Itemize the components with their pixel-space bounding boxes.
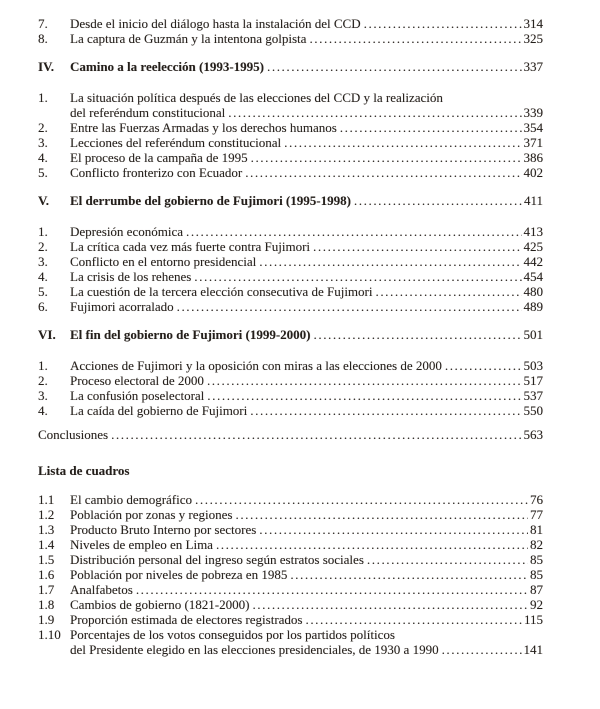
toc-line: [38, 507, 543, 522]
entry-title: Depresión económica: [70, 224, 183, 239]
entry-title: La captura de Guzmán y la intentona golpista: [70, 31, 307, 46]
toc-entry-chapter: [38, 193, 543, 208]
entry-page-number: 92: [530, 597, 543, 612]
toc-line: [38, 105, 543, 120]
entry-page-number: 115: [523, 612, 543, 627]
toc-line: [38, 165, 543, 180]
entry-page-number: 85: [530, 567, 543, 582]
entry-title: Analfabetos: [70, 582, 133, 597]
dot-leader: [340, 120, 522, 135]
entry-title: La crisis de los rehenes: [70, 269, 192, 284]
toc-entry-item: [38, 90, 543, 120]
dot-leader: [314, 327, 522, 342]
entry-number: 8.: [38, 31, 48, 46]
entry-number: 4.: [38, 150, 48, 165]
toc-entry-item: [38, 239, 543, 254]
entry-page-number: 537: [523, 388, 543, 403]
entry-number: 1.9: [38, 612, 55, 627]
toc-entry-chapter: [38, 59, 543, 74]
entry-number: V.: [38, 193, 49, 208]
dot-leader: [354, 193, 522, 208]
dot-leader: [245, 165, 521, 180]
entry-title: Conflicto fronterizo con Ecuador: [70, 165, 243, 180]
toc-entry-item: [38, 120, 543, 135]
entry-page-number: 425: [523, 239, 543, 254]
toc-entry-item: [38, 224, 543, 239]
entry-page-number: 454: [523, 269, 543, 284]
toc-line: [38, 16, 543, 31]
toc-line: [38, 522, 543, 537]
toc-entry-item: [38, 552, 543, 567]
entry-title: La confusión poselectoral: [70, 388, 205, 403]
dot-leader: [252, 597, 528, 612]
dot-leader: [313, 239, 521, 254]
entry-number: VI.: [38, 327, 56, 342]
toc-line: [38, 299, 543, 314]
toc-line: [38, 492, 543, 507]
dot-leader: [284, 135, 521, 150]
entry-page-number: 314: [523, 16, 543, 31]
toc-entry-item: [38, 388, 543, 403]
entry-number: 1.6: [38, 567, 55, 582]
entry-number: 2.: [38, 373, 48, 388]
dot-leader: [235, 507, 528, 522]
toc-line: [38, 537, 543, 552]
entry-number: 1.: [38, 90, 48, 105]
dot-leader: [195, 492, 528, 507]
entry-number: 1.5: [38, 552, 55, 567]
entry-page-number: 413: [523, 224, 543, 239]
toc-line: [38, 642, 543, 657]
dot-leader: [442, 642, 522, 657]
toc-line: [38, 627, 543, 642]
entry-number: 5.: [38, 284, 48, 299]
entry-title: El cambio demográfico: [70, 492, 193, 507]
toc-line: [38, 373, 543, 388]
toc-line: [38, 388, 543, 403]
entry-page-number: 480: [523, 284, 543, 299]
entry-title: Desde el inicio del diálogo hasta la instalación del CCD: [70, 16, 361, 31]
entry-number: 1.3: [38, 522, 55, 537]
entry-number: 1.1: [38, 492, 55, 507]
entry-page-number: 503: [523, 358, 543, 373]
dot-leader: [207, 373, 522, 388]
entry-page-number: 563: [523, 427, 543, 442]
toc-list: [38, 16, 543, 657]
entry-title: Entre las Fuerzas Armadas y los derechos humanos: [70, 120, 337, 135]
entry-title: del Presidente elegido en las elecciones presidenciales, de 1930 a 1990: [70, 642, 439, 657]
entry-number: 3.: [38, 135, 48, 150]
entry-page-number: 76: [530, 492, 543, 507]
entry-title: La situación política después de las elecciones del CCD y la realización: [70, 90, 443, 105]
entry-title: Camino a la reelección (1993-1995): [70, 59, 264, 74]
entry-page-number: 82: [530, 537, 543, 552]
entry-title: Producto Bruto Interno por sectores: [70, 522, 257, 537]
entry-title: El proceso de la campaña de 1995: [70, 150, 248, 165]
entry-page-number: 550: [523, 403, 543, 418]
toc-entry-item: [38, 507, 543, 522]
toc-entry-item: [38, 403, 543, 418]
toc-entry-item: [38, 165, 543, 180]
dot-leader: [445, 358, 522, 373]
entry-number: 7.: [38, 16, 48, 31]
toc-entry-item: [38, 373, 543, 388]
entry-number: 1.: [38, 224, 48, 239]
toc-line: [38, 427, 543, 442]
toc-line: [38, 612, 543, 627]
toc-line: [38, 59, 543, 74]
toc-line: [38, 31, 543, 46]
toc-line: [38, 239, 543, 254]
entry-number: 1.8: [38, 597, 55, 612]
toc-line: [38, 597, 543, 612]
dot-leader: [290, 567, 528, 582]
entry-page-number: 442: [523, 254, 543, 269]
entry-title: Proporción estimada de electores registrados: [70, 612, 303, 627]
toc-line: [38, 403, 543, 418]
toc-line: [38, 224, 543, 239]
entry-page-number: 85: [530, 552, 543, 567]
toc-entry-item: [38, 597, 543, 612]
entry-title: El fin del gobierno de Fujimori (1999-2000): [70, 327, 311, 342]
dot-leader: [375, 284, 521, 299]
toc-line: [38, 567, 543, 582]
entry-page-number: 386: [523, 150, 543, 165]
entry-title: Población por niveles de pobreza en 1985: [70, 567, 288, 582]
entry-number: 1.2: [38, 507, 55, 522]
toc-entry-item: [38, 522, 543, 537]
dot-leader: [216, 537, 528, 552]
entry-page-number: 411: [523, 193, 543, 208]
entry-page-number: 501: [523, 327, 543, 342]
dot-leader: [186, 224, 522, 239]
entry-title: del referéndum constitucional: [70, 105, 226, 120]
entry-title: Lecciones del referéndum constitucional: [70, 135, 282, 150]
dot-leader: [259, 254, 521, 269]
entry-page-number: 325: [523, 31, 543, 46]
toc-entry-item: [38, 582, 543, 597]
toc-entry-item: [38, 150, 543, 165]
entry-title: Acciones de Fujimori y la oposición con miras a las elecciones de 2000: [70, 358, 442, 373]
entry-page-number: 402: [523, 165, 543, 180]
dot-leader: [309, 31, 521, 46]
entry-number: 1.7: [38, 582, 55, 597]
entry-page-number: 141: [523, 642, 543, 657]
toc-entry-item: [38, 135, 543, 150]
entry-title: La crítica cada vez más fuerte contra Fujimori: [70, 239, 311, 254]
toc-line: [38, 254, 543, 269]
entry-page-number: 81: [530, 522, 543, 537]
toc-entry-item: [38, 16, 543, 31]
entry-number: 2.: [38, 120, 48, 135]
dot-leader: [207, 388, 521, 403]
toc-entry-item: [38, 358, 543, 373]
entry-number: 1.4: [38, 537, 55, 552]
dot-leader: [251, 150, 522, 165]
entry-number: 3.: [38, 254, 48, 269]
dot-leader: [194, 269, 521, 284]
entry-title: Población por zonas y regiones: [70, 507, 233, 522]
entry-title: El derrumbe del gobierno de Fujimori (1995-1998): [70, 193, 351, 208]
toc-line: [38, 552, 543, 567]
dot-leader: [367, 552, 528, 567]
toc-entry-item: [38, 492, 543, 507]
dot-leader: [267, 59, 522, 74]
toc-line: [38, 150, 543, 165]
entry-page-number: 339: [523, 105, 543, 120]
dot-leader: [136, 582, 528, 597]
toc-line: [38, 135, 543, 150]
entry-number: 3.: [38, 388, 48, 403]
entry-title: Conclusiones: [38, 427, 109, 442]
dot-leader: [250, 403, 521, 418]
dot-leader: [259, 522, 528, 537]
entry-page-number: 77: [530, 507, 543, 522]
entry-title: Lista de cuadros: [38, 463, 130, 478]
toc-line: [38, 358, 543, 373]
entry-title: Porcentajes de los votos conseguidos por los partidos políticos: [70, 627, 395, 642]
toc-entry-item: [38, 299, 543, 314]
entry-title: La cuestión de la tercera elección consecutiva de Fujimori: [70, 284, 373, 299]
entry-title: Cambios de gobierno (1821-2000): [70, 597, 250, 612]
dot-leader: [111, 427, 521, 442]
entry-page-number: 517: [523, 373, 543, 388]
toc-line: [38, 120, 543, 135]
entry-title: Distribución personal del ingreso según estratos sociales: [70, 552, 364, 567]
toc-line: [38, 269, 543, 284]
entry-title: Fujimori acorralado: [70, 299, 174, 314]
toc-entry-item: [38, 31, 543, 46]
toc-entry-item: [38, 612, 543, 627]
entry-page-number: 337: [523, 59, 543, 74]
entry-page-number: 371: [523, 135, 543, 150]
toc-line: [38, 284, 543, 299]
toc-line: [38, 193, 543, 208]
dot-leader: [305, 612, 521, 627]
entry-number: 4.: [38, 403, 48, 418]
toc-line: [38, 463, 543, 478]
entry-number: 2.: [38, 239, 48, 254]
toc-line: [38, 327, 543, 342]
entry-number: 6.: [38, 299, 48, 314]
entry-title: Conflicto en el entorno presidencial: [70, 254, 257, 269]
toc-entry-chapter: [38, 327, 543, 342]
toc-entry-item: [38, 269, 543, 284]
entry-page-number: 87: [530, 582, 543, 597]
toc-entry-item: [38, 627, 543, 657]
entry-number: 5.: [38, 165, 48, 180]
entry-title: Niveles de empleo en Lima: [70, 537, 213, 552]
entry-number: 4.: [38, 269, 48, 284]
dot-leader: [177, 299, 522, 314]
entry-title: La caída del gobierno de Fujimori: [70, 403, 248, 418]
toc-entry-plain: [38, 427, 543, 442]
toc-line: [38, 90, 543, 105]
entry-number: IV.: [38, 59, 55, 74]
toc-entry-item: [38, 254, 543, 269]
entry-page-number: 489: [523, 299, 543, 314]
toc-entry-item: [38, 284, 543, 299]
dot-leader: [228, 105, 521, 120]
entry-number: 1.: [38, 358, 48, 373]
toc-entry-item: [38, 567, 543, 582]
entry-number: 1.10: [38, 627, 61, 642]
toc-entry-heading: [38, 463, 543, 478]
dot-leader: [364, 16, 522, 31]
entry-page-number: 354: [523, 120, 543, 135]
toc-line: [38, 582, 543, 597]
entry-title: Proceso electoral de 2000: [70, 373, 204, 388]
toc-entry-item: [38, 537, 543, 552]
